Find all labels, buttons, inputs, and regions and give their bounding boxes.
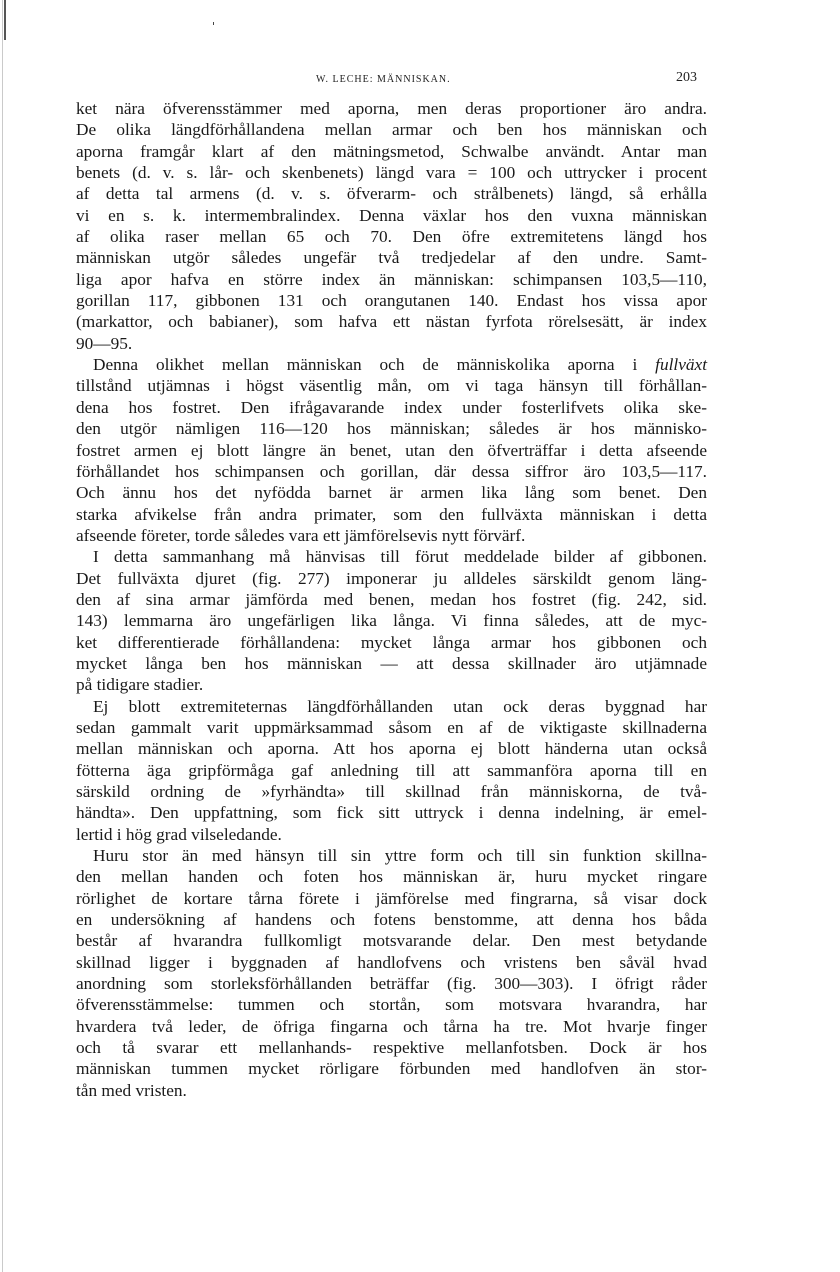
text-line: aporna framgår klart af den mätningsmetod, Schwalbe användt. Antar man — [76, 141, 707, 161]
text-line: liga apor hafva en större index än människan: schimpansen 103,5—110, — [76, 269, 707, 289]
text-line: och tå svarar ett mellanhands- respektive mellanfotsben. Dock är hos — [76, 1038, 707, 1058]
text-line: den utgör nämligen 116—120 hos människan; således är hos människo- — [76, 419, 707, 439]
text-line: öfverensstämmelse: tummen och stortån, som motsvara hvarandra, har — [76, 995, 707, 1015]
text-line: (markattor, och babianer), som hafva ett nästan fyrfota rörelsesätt, är index — [76, 312, 707, 332]
text-line: Huru stor än med hänsyn till sin yttre form och till sin funktion skillna- — [93, 846, 707, 866]
running-head: W. LECHE: MÄNNISKAN. — [316, 74, 451, 85]
text-line: rörlighet de kortare tårna förete i jämförelse med fingrarna, så visar dock — [76, 888, 707, 908]
text-line: den af sina armar jämförda med benen, medan hos fostret (fig. 242, sid. — [76, 589, 707, 609]
text-line: särskild ordning de »fyrhändta» till skillnad från människorna, de två- — [76, 782, 707, 801]
text-line: anordning som storleksförhållanden beträffar (fig. 300—303). I öfrigt råder — [76, 974, 707, 994]
text-line: 143) lemmarna äro ungefärligen lika långa. Vi finna således, att de myc- — [76, 611, 707, 631]
text-line: mycket långa ben hos människan — att dessa skillnader äro utjämnade — [76, 653, 707, 673]
text-line: benets (d. v. s. lår- och skenbenets) längd vara = 100 och uttrycker i procent — [76, 163, 707, 183]
text-line: vi en s. k. intermembralindex. Denna växlar hos den vuxna människan — [76, 205, 707, 225]
text-line: mellan människan och aporna. Att hos aporna ej blott händerna utan också — [76, 739, 707, 759]
text-line: skillnad ligger i byggnaden af handlofvens och vristens ben såväl hvad — [76, 952, 707, 972]
text-line: Ej blott extremiteternas längdförhållanden utan ock deras byggnad har — [93, 696, 707, 716]
text-line: Och ännu hos det nyfödda barnet är armen lika lång som benet. Den — [76, 483, 707, 503]
text-line: den mellan handen och foten hos människan är, huru mycket ringare — [76, 867, 707, 887]
page-edge-line — [2, 0, 3, 1272]
text-line: lertid i hög grad vilseledande. — [76, 824, 282, 844]
text-line: ket differentierade förhållandena: mycket långa armar hos gibbonen och — [76, 632, 707, 652]
text-line: sedan gammalt varit uppmärksammad såsom en af de viktigaste skillnaderna — [76, 717, 707, 737]
text-line: fostret armen ej blott längre än benet, utan den öfverträffar i detta afseende — [76, 440, 707, 460]
text-line: ket nära öfverensstämmer med aporna, men deras proportioner äro andra. — [76, 99, 707, 118]
emphasis: fullväxt — [655, 355, 707, 375]
text-line: en undersökning af handens och fotens benstomme, att denna hos båda — [76, 910, 707, 930]
text-line: tån med vristen. — [76, 1080, 187, 1100]
text-line: på tidigare stadier. — [76, 675, 204, 695]
text-line: förhållandet hos schimpansen och gorillan, där dessa siffror äro 103,5—117. — [76, 461, 707, 481]
page-number: 203 — [676, 70, 697, 85]
text-line: starka afvikelse från andra primater, som den fullväxta människan i detta — [76, 504, 707, 524]
text-line: människan utgör således ungefär två tredjedelar af den undre. Samt- — [76, 248, 707, 268]
text-line: 90—95. — [76, 333, 133, 353]
text-line: hvardera två leder, de öfriga fingarna och tårna ha tre. Mot hvarje finger — [76, 1016, 707, 1036]
body-text — [76, 98, 707, 1101]
text-line: består af hvarandra fullkomligt motsvarande delar. Den mest betydande — [76, 931, 707, 951]
speck-mark — [213, 22, 214, 25]
text-line: Det fullväxta djuret (fig. 277) imponerar ju alldeles särskildt genom läng- — [76, 568, 707, 588]
text-line: händta». Den uppfattning, som fick sitt uttryck i denna indelning, är emel- — [76, 803, 707, 823]
text-line: I detta sammanhang må hänvisas till förut meddelade bilder af gibbonen. — [93, 547, 707, 567]
text-line: afseende företer, torde således vara ett jämförelsevis nytt förvärf. — [76, 525, 526, 545]
text-line: fötterna äga gripförmåga gaf anledning till att sammanföra aporna till en — [76, 760, 707, 780]
text-line: människan tummen mycket rörligare förbunden med handlofven än stor- — [76, 1059, 707, 1079]
text-line: gorillan 117, gibbonen 131 och orangutanen 140. Endast hos vissa apor — [76, 291, 707, 311]
margin-mark — [4, 0, 6, 40]
text-line: Denna olikhet mellan människan och de människolika aporna i fullväxt — [93, 355, 707, 375]
text-line: tillstånd utjämnas i högst väsentlig mån, om vi taga hänsyn till förhållan- — [76, 376, 707, 396]
text-line: dena hos fostret. Den ifrågavarande index under fosterlifvets olika ske- — [76, 397, 707, 417]
text-line: af detta tal armens (d. v. s. öfverarm- och strålbenets) längd, så erhålla — [76, 184, 707, 204]
text-line: af olika raser mellan 65 och 70. Den öfre extremitetens längd hos — [76, 227, 707, 247]
text-line: De olika längdförhållandena mellan armar och ben hos människan och — [76, 120, 707, 140]
